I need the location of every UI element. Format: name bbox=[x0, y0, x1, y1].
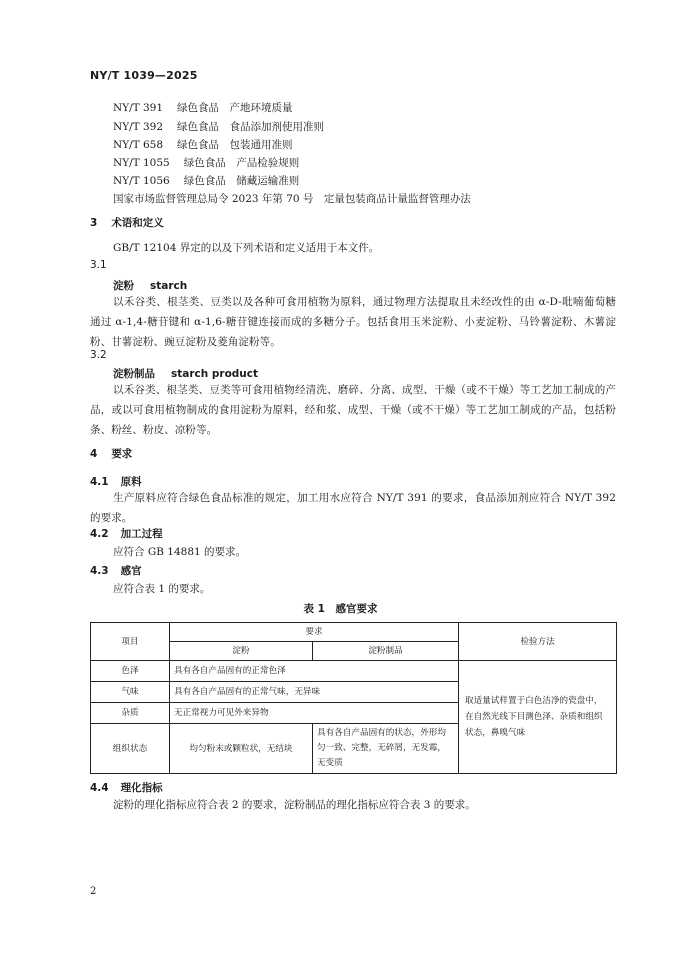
reference-title: 绿色食品 产地环境质量 bbox=[177, 102, 293, 114]
table-header-starch: 淀粉 bbox=[170, 642, 313, 661]
table-cell-requirement: 无正常视力可见外来异物 bbox=[170, 703, 459, 724]
term-definition: 以禾谷类、根茎类、豆类以及各种可食用植物为原料，通过物理方法提取且未经改性的由 α-D-吡喃葡萄糖通过 α-1,4-糖苷键和 α-1,6-糖苷键连接而成的多糖分子。包括食用玉米淀粉、小麦淀粉、马铃薯淀粉、木薯淀粉、甘薯淀粉、豌豆淀粉及菱角淀粉等。 bbox=[90, 296, 616, 348]
reference-title: 绿色食品 食品添加剂使用准则 bbox=[177, 121, 325, 133]
subsection-text: 应符合表 1 的要求。 bbox=[113, 583, 211, 595]
subsection-number: 4.3 bbox=[90, 565, 109, 577]
subsection-text: 生产原料应符合绿色食品标准的规定，加工用水应符合 NY/T 391 的要求，食品添加剂应符合 NY/T 392 的要求。 bbox=[90, 492, 616, 524]
table-header-starch-product: 淀粉制品 bbox=[313, 642, 459, 661]
table-cell-product-state: 具有各自产品固有的状态，外形均匀一致、完整，无碎屑，无发霉，无变质 bbox=[313, 724, 459, 774]
table-header-item: 项目 bbox=[91, 623, 170, 661]
table-cell-item: 色泽 bbox=[91, 661, 170, 682]
table-cell-item: 气味 bbox=[91, 682, 170, 703]
reference-title: 绿色食品 储藏运输准则 bbox=[183, 175, 300, 187]
term-definition: 以禾谷类、根茎类、豆类等可食用植物经清洗、磨碎、分离、成型、干燥（或不干燥）等工艺加工制成的产品，或以可食用植物制成的食用淀粉为原料，经和浆、成型、干燥（或不干燥）等工艺加工制成的产品，包括粉条、粉丝、粉皮、凉粉等。 bbox=[90, 384, 616, 436]
section-title: 要求 bbox=[111, 448, 133, 460]
table-cell-item: 杂质 bbox=[91, 703, 170, 724]
term-english: starch product bbox=[171, 368, 259, 380]
section-intro: GB/T 12104 界定的以及下列术语和定义适用于本文件。 bbox=[113, 242, 380, 254]
page-number: 2 bbox=[90, 886, 97, 897]
subsection-text: 应符合 GB 14881 的要求。 bbox=[113, 546, 247, 558]
term-chinese: 淀粉 bbox=[113, 280, 134, 292]
doc-code-header: NY/T 1039—2025 bbox=[90, 69, 198, 82]
subsection-number: 4.4 bbox=[90, 782, 109, 794]
term-chinese: 淀粉制品 bbox=[113, 368, 155, 380]
subsection-heading bbox=[90, 474, 142, 489]
subsection-title: 原料 bbox=[120, 476, 142, 488]
reference-code: NY/T 1055 bbox=[113, 157, 170, 169]
subsection-title: 理化指标 bbox=[120, 782, 163, 794]
reference-code: NY/T 658 bbox=[113, 139, 164, 151]
section-title: 术语和定义 bbox=[111, 217, 164, 229]
table-cell-requirement: 具有各自产品固有的正常气味，无异味 bbox=[170, 682, 459, 703]
regulation-reference: 国家市场监督管理总局令 2023 年第 70 号 定量包装商品计量监督管理办法 bbox=[113, 193, 471, 205]
reference-code: NY/T 1056 bbox=[113, 175, 170, 187]
reference-code: NY/T 391 bbox=[113, 102, 164, 114]
table-cell-requirement: 具有各自产品固有的正常色泽 bbox=[170, 661, 459, 682]
subsection-heading bbox=[90, 563, 142, 578]
subsection-title: 加工过程 bbox=[120, 528, 163, 540]
table-header-requirement: 要求 bbox=[170, 623, 459, 642]
reference-item bbox=[113, 155, 299, 170]
reference-code: NY/T 392 bbox=[113, 121, 164, 133]
term-english: starch bbox=[150, 280, 188, 292]
reference-item bbox=[113, 137, 293, 152]
term-heading bbox=[113, 278, 187, 293]
reference-title: 绿色食品 产品检验规则 bbox=[183, 157, 300, 169]
section-number: 4 bbox=[90, 448, 98, 460]
subsection-title: 感官 bbox=[120, 565, 142, 577]
subsection-number: 4.2 bbox=[90, 528, 109, 540]
section-number: 3 bbox=[90, 217, 98, 229]
section-heading bbox=[90, 215, 164, 230]
reference-item bbox=[113, 173, 299, 188]
subsection-heading bbox=[90, 526, 163, 541]
sensory-requirements-table bbox=[90, 622, 617, 774]
term-heading bbox=[113, 366, 258, 381]
reference-item bbox=[113, 119, 324, 134]
term-number: 3.1 bbox=[90, 259, 107, 271]
subsection-text: 淀粉的理化指标应符合表 2 的要求，淀粉制品的理化指标应符合表 3 的要求。 bbox=[113, 799, 476, 811]
subsection-number: 4.1 bbox=[90, 476, 109, 488]
table-cell-item: 组织状态 bbox=[91, 724, 170, 774]
table-cell-method: 取适量试样置于白色洁净的瓷盘中，在自然光线下目测色泽、杂质和组织状态，鼻嗅气味 bbox=[459, 661, 617, 774]
reference-item bbox=[113, 100, 293, 115]
subsection-heading bbox=[90, 780, 163, 795]
term-number: 3.2 bbox=[90, 349, 107, 361]
reference-title: 绿色食品 包装通用准则 bbox=[177, 139, 293, 151]
table-header-method: 检验方法 bbox=[459, 623, 617, 661]
table-cell-starch-state: 均匀粉末或颗粒状，无结块 bbox=[170, 724, 313, 774]
table-caption: 表 1 感官要求 bbox=[303, 603, 378, 615]
section-heading bbox=[90, 446, 132, 461]
